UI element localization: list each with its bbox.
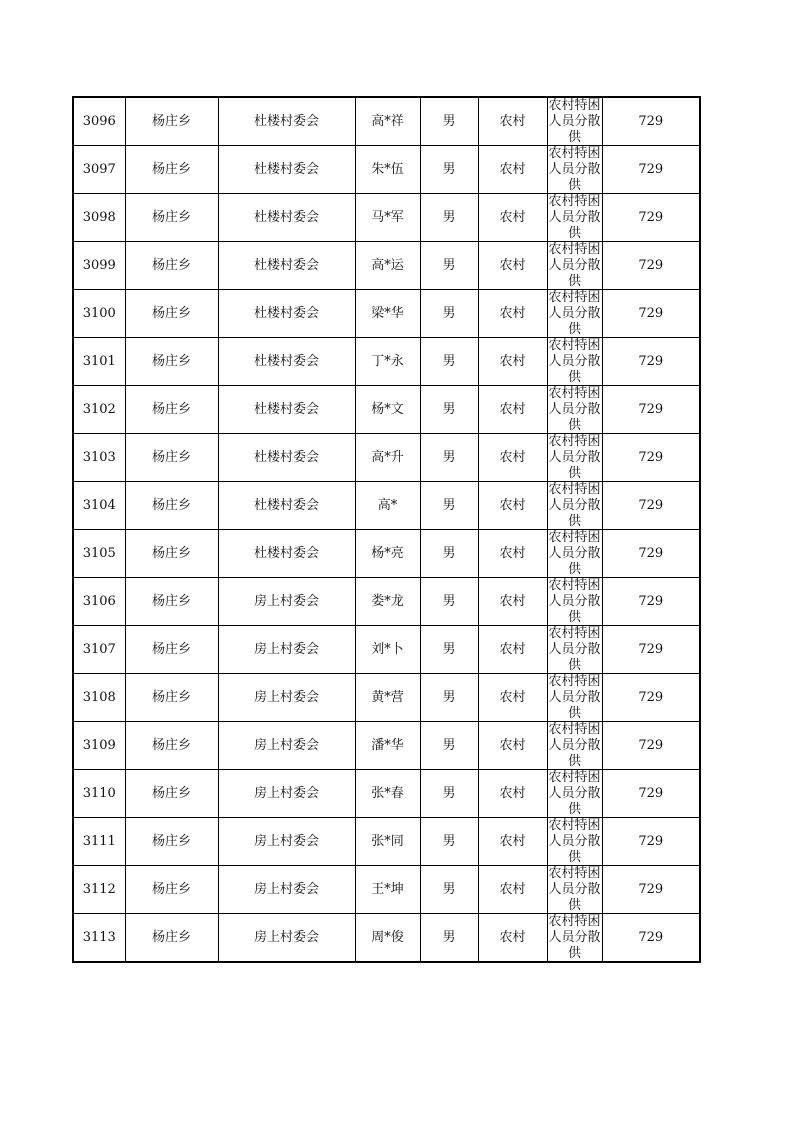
village-committee-cell: 杜楼村委会 (218, 97, 355, 146)
table-row (73, 674, 700, 722)
assistance-category-text: 农村特困人员分散供 (548, 194, 601, 241)
assistance-category-cell (547, 674, 602, 722)
village-committee-cell: 房上村委会 (218, 770, 355, 818)
person-name-cell: 高* (355, 482, 420, 530)
household-type-cell: 农村 (478, 386, 547, 434)
village-committee-cell: 房上村委会 (218, 674, 355, 722)
village-committee-cell: 杜楼村委会 (218, 146, 355, 194)
table-row (73, 242, 700, 290)
record-id-cell: 3096 (73, 97, 125, 146)
table-row (73, 338, 700, 386)
sex-cell: 男 (420, 434, 478, 482)
household-type-cell: 农村 (478, 290, 547, 338)
record-id-cell: 3099 (73, 242, 125, 290)
assistance-category-text: 农村特困人员分散供 (548, 866, 601, 913)
table-row (73, 194, 700, 242)
village-committee-cell: 杜楼村委会 (218, 482, 355, 530)
village-committee-cell: 杜楼村委会 (218, 386, 355, 434)
village-committee-cell: 杜楼村委会 (218, 194, 355, 242)
township-cell: 杨庄乡 (125, 914, 218, 963)
sex-cell: 男 (420, 482, 478, 530)
assistance-category-text: 农村特困人员分散供 (548, 338, 601, 385)
household-type-cell: 农村 (478, 866, 547, 914)
table-row (73, 97, 700, 146)
assistance-category-cell (547, 242, 602, 290)
assistance-category-text: 农村特困人员分散供 (548, 98, 601, 145)
township-cell: 杨庄乡 (125, 434, 218, 482)
person-name-cell: 朱*伍 (355, 146, 420, 194)
assistance-category-cell (547, 722, 602, 770)
record-id-cell: 3103 (73, 434, 125, 482)
household-type-cell: 农村 (478, 338, 547, 386)
person-name-cell: 黄*营 (355, 674, 420, 722)
table-row (73, 770, 700, 818)
record-id-cell: 3106 (73, 578, 125, 626)
record-id-cell: 3101 (73, 338, 125, 386)
table-row (73, 626, 700, 674)
village-committee-cell: 房上村委会 (218, 578, 355, 626)
assistance-category-text: 农村特困人员分散供 (548, 434, 601, 481)
person-name-cell: 王*坤 (355, 866, 420, 914)
assistance-category-cell (547, 770, 602, 818)
assistance-category-cell (547, 530, 602, 578)
assistance-category-text: 农村特困人员分散供 (548, 290, 601, 337)
township-cell: 杨庄乡 (125, 722, 218, 770)
table-row (73, 386, 700, 434)
township-cell: 杨庄乡 (125, 97, 218, 146)
record-id-cell: 3104 (73, 482, 125, 530)
table-row (73, 818, 700, 866)
household-type-cell: 农村 (478, 194, 547, 242)
amount-cell: 729 (602, 97, 700, 146)
record-id-cell: 3100 (73, 290, 125, 338)
assistance-category-cell (547, 626, 602, 674)
township-cell: 杨庄乡 (125, 290, 218, 338)
amount-cell: 729 (602, 722, 700, 770)
assistance-category-text: 农村特困人员分散供 (548, 770, 601, 817)
amount-cell: 729 (602, 818, 700, 866)
assistance-category-text: 农村特困人员分散供 (548, 482, 601, 529)
amount-cell: 729 (602, 674, 700, 722)
table-row (73, 434, 700, 482)
township-cell: 杨庄乡 (125, 338, 218, 386)
table-row (73, 578, 700, 626)
township-cell: 杨庄乡 (125, 866, 218, 914)
sex-cell: 男 (420, 338, 478, 386)
household-type-cell: 农村 (478, 146, 547, 194)
person-name-cell: 张*同 (355, 818, 420, 866)
township-cell: 杨庄乡 (125, 674, 218, 722)
record-id-cell: 3097 (73, 146, 125, 194)
amount-cell: 729 (602, 146, 700, 194)
sex-cell: 男 (420, 97, 478, 146)
person-name-cell: 高*运 (355, 242, 420, 290)
village-committee-cell: 房上村委会 (218, 626, 355, 674)
household-type-cell: 农村 (478, 242, 547, 290)
assistance-category-cell (547, 194, 602, 242)
household-type-cell: 农村 (478, 97, 547, 146)
household-type-cell: 农村 (478, 674, 547, 722)
assistance-category-text: 农村特困人员分散供 (548, 242, 601, 289)
assistance-category-text: 农村特困人员分散供 (548, 530, 601, 577)
township-cell: 杨庄乡 (125, 578, 218, 626)
amount-cell: 729 (602, 194, 700, 242)
sex-cell: 男 (420, 770, 478, 818)
township-cell: 杨庄乡 (125, 194, 218, 242)
amount-cell: 729 (602, 770, 700, 818)
township-cell: 杨庄乡 (125, 626, 218, 674)
assistance-category-text: 农村特困人员分散供 (548, 674, 601, 721)
person-name-cell: 杨*文 (355, 386, 420, 434)
roster-body (73, 97, 700, 962)
record-id-cell: 3102 (73, 386, 125, 434)
table-row (73, 146, 700, 194)
record-id-cell: 3113 (73, 914, 125, 963)
village-committee-cell: 房上村委会 (218, 722, 355, 770)
household-type-cell: 农村 (478, 434, 547, 482)
sex-cell: 男 (420, 626, 478, 674)
household-type-cell: 农村 (478, 914, 547, 963)
sex-cell: 男 (420, 914, 478, 963)
assistance-category-cell (547, 866, 602, 914)
person-name-cell: 马*军 (355, 194, 420, 242)
household-type-cell: 农村 (478, 530, 547, 578)
household-type-cell: 农村 (478, 482, 547, 530)
amount-cell: 729 (602, 290, 700, 338)
assistance-category-cell (547, 290, 602, 338)
sex-cell: 男 (420, 674, 478, 722)
village-committee-cell: 杜楼村委会 (218, 242, 355, 290)
township-cell: 杨庄乡 (125, 482, 218, 530)
record-id-cell: 3098 (73, 194, 125, 242)
person-name-cell: 高*祥 (355, 97, 420, 146)
assistance-category-cell (547, 818, 602, 866)
record-id-cell: 3107 (73, 626, 125, 674)
amount-cell: 729 (602, 626, 700, 674)
household-type-cell: 农村 (478, 626, 547, 674)
sex-cell: 男 (420, 578, 478, 626)
village-committee-cell: 杜楼村委会 (218, 434, 355, 482)
assistance-category-cell (547, 386, 602, 434)
person-name-cell: 梁*华 (355, 290, 420, 338)
assistance-category-cell (547, 482, 602, 530)
village-committee-cell: 房上村委会 (218, 914, 355, 963)
sex-cell: 男 (420, 242, 478, 290)
assistance-category-text: 农村特困人员分散供 (548, 626, 601, 673)
township-cell: 杨庄乡 (125, 386, 218, 434)
person-name-cell: 张*春 (355, 770, 420, 818)
amount-cell: 729 (602, 914, 700, 963)
assistance-category-cell (547, 97, 602, 146)
household-type-cell: 农村 (478, 818, 547, 866)
amount-cell: 729 (602, 482, 700, 530)
sex-cell: 男 (420, 290, 478, 338)
household-type-cell: 农村 (478, 770, 547, 818)
assistance-category-text: 农村特困人员分散供 (548, 386, 601, 433)
assistance-category-text: 农村特困人员分散供 (548, 818, 601, 865)
record-id-cell: 3108 (73, 674, 125, 722)
assistance-category-cell (547, 914, 602, 963)
roster-table (72, 96, 701, 963)
sex-cell: 男 (420, 386, 478, 434)
sex-cell: 男 (420, 194, 478, 242)
amount-cell: 729 (602, 386, 700, 434)
assistance-category-cell (547, 338, 602, 386)
table-row (73, 866, 700, 914)
village-committee-cell: 杜楼村委会 (218, 530, 355, 578)
assistance-category-text: 农村特困人员分散供 (548, 578, 601, 625)
village-committee-cell: 杜楼村委会 (218, 338, 355, 386)
assistance-category-cell (547, 578, 602, 626)
township-cell: 杨庄乡 (125, 818, 218, 866)
village-committee-cell: 房上村委会 (218, 818, 355, 866)
township-cell: 杨庄乡 (125, 770, 218, 818)
village-committee-cell: 杜楼村委会 (218, 290, 355, 338)
amount-cell: 729 (602, 434, 700, 482)
table-row (73, 290, 700, 338)
household-type-cell: 农村 (478, 578, 547, 626)
sex-cell: 男 (420, 722, 478, 770)
township-cell: 杨庄乡 (125, 242, 218, 290)
person-name-cell: 周*俊 (355, 914, 420, 963)
record-id-cell: 3109 (73, 722, 125, 770)
household-type-cell: 农村 (478, 722, 547, 770)
person-name-cell: 娄*龙 (355, 578, 420, 626)
sex-cell: 男 (420, 818, 478, 866)
table-row (73, 914, 700, 963)
person-name-cell: 刘*卜 (355, 626, 420, 674)
village-committee-cell: 房上村委会 (218, 866, 355, 914)
assistance-category-cell (547, 146, 602, 194)
township-cell: 杨庄乡 (125, 530, 218, 578)
amount-cell: 729 (602, 242, 700, 290)
amount-cell: 729 (602, 866, 700, 914)
sex-cell: 男 (420, 530, 478, 578)
amount-cell: 729 (602, 338, 700, 386)
person-name-cell: 杨*亮 (355, 530, 420, 578)
person-name-cell: 潘*华 (355, 722, 420, 770)
record-id-cell: 3105 (73, 530, 125, 578)
amount-cell: 729 (602, 530, 700, 578)
amount-cell: 729 (602, 578, 700, 626)
table-row (73, 482, 700, 530)
assistance-category-text: 农村特困人员分散供 (548, 914, 601, 961)
person-name-cell: 丁*永 (355, 338, 420, 386)
township-cell: 杨庄乡 (125, 146, 218, 194)
table-row (73, 530, 700, 578)
record-id-cell: 3111 (73, 818, 125, 866)
record-id-cell: 3110 (73, 770, 125, 818)
table-row (73, 722, 700, 770)
sex-cell: 男 (420, 866, 478, 914)
person-name-cell: 高*升 (355, 434, 420, 482)
assistance-category-text: 农村特困人员分散供 (548, 722, 601, 769)
sex-cell: 男 (420, 146, 478, 194)
assistance-category-text: 农村特困人员分散供 (548, 146, 601, 193)
assistance-category-cell (547, 434, 602, 482)
record-id-cell: 3112 (73, 866, 125, 914)
